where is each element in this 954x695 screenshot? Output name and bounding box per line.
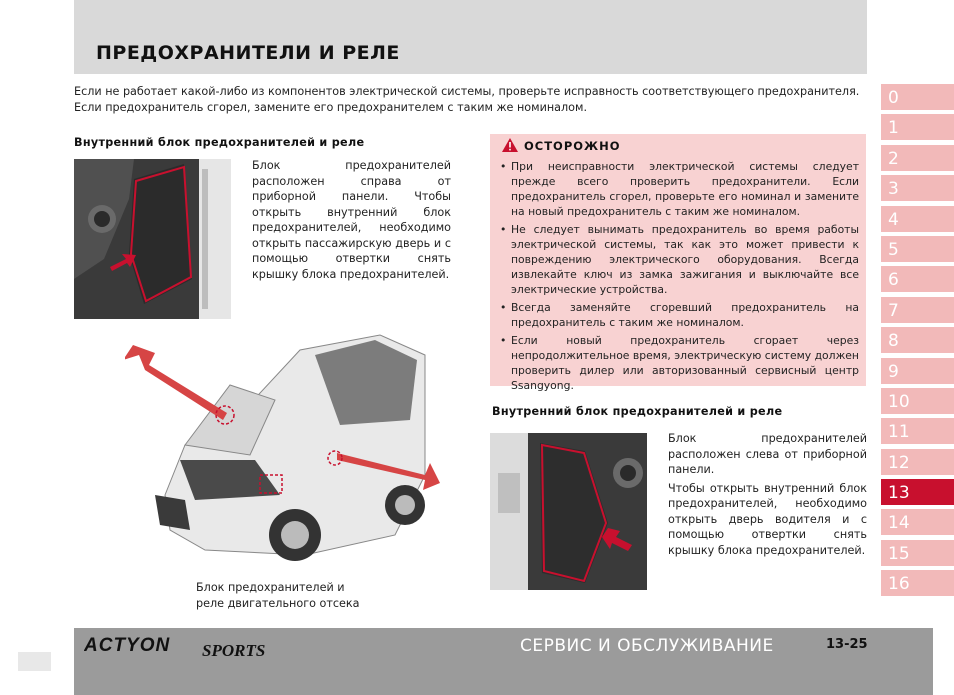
bullet-icon: • <box>500 334 507 347</box>
warning-item-4-text: Если новый предохранитель сгорает через непродолжительное время, электрическую систему должен проверить дилер или авторизованный сервисный центр Ssangyong. <box>511 334 859 392</box>
warning-item-3-text: Всегда заменяйте сгоревший предохранитель на предохранитель с таким же номиналом. <box>511 301 859 329</box>
actyon-sports-logo <box>84 634 299 662</box>
chapter-tab-9[interactable]: 9 <box>881 358 954 384</box>
warning-item-4 <box>500 333 859 393</box>
chapter-tabs <box>881 84 954 601</box>
chapter-tab-8[interactable]: 8 <box>881 327 954 353</box>
engine-fuse-caption <box>196 580 360 612</box>
engine-bay-illustration <box>125 325 440 575</box>
footer-section-title: СЕРВИС И ОБСЛУЖИВАНИЕ <box>520 636 774 656</box>
passenger-fuse-description: Блок предохранителей расположен справа от приборной панели. Чтобы открыть внутренний блок предохранителей, необходимо открыть пассажирскую дверь и с помощью отвертки снять крышку блока предохранителей. <box>252 159 451 281</box>
bullet-icon: • <box>500 223 507 236</box>
warning-item-3 <box>500 300 859 330</box>
chapter-tab-11[interactable]: 11 <box>881 418 954 444</box>
passenger-fuse-photo-image <box>74 159 231 319</box>
chapter-tab-4[interactable]: 4 <box>881 206 954 232</box>
intro-text <box>74 84 874 116</box>
driver-fuse-description-2: Чтобы открыть внутренний блок предохранителей, необходимо открыть дверь водителя и с помощью отвертки снять крышку блока предохранителей. <box>668 481 867 557</box>
chapter-tab-14[interactable]: 14 <box>881 509 954 535</box>
chapter-tab-2[interactable]: 2 <box>881 145 954 171</box>
passenger-fuse-photo <box>74 159 231 319</box>
warning-item-2 <box>500 222 859 297</box>
corner-mark <box>18 652 51 671</box>
logo-suffix: SPORTS <box>202 641 266 658</box>
page-title: ПРЕДОХРАНИТЕЛИ И РЕЛЕ <box>96 42 400 64</box>
chapter-tab-1[interactable]: 1 <box>881 114 954 140</box>
chapter-tab-15[interactable]: 15 <box>881 540 954 566</box>
warning-icon <box>501 137 519 157</box>
driver-fuse-description <box>668 431 867 558</box>
chapter-tab-6[interactable]: 6 <box>881 266 954 292</box>
chapter-tab-7[interactable]: 7 <box>881 297 954 323</box>
warning-title: ОСТОРОЖНО <box>524 139 621 153</box>
chapter-tab-13[interactable]: 13 <box>881 479 954 505</box>
chapter-tab-5[interactable]: 5 <box>881 236 954 262</box>
driver-fuse-photo <box>490 433 647 590</box>
chapter-tab-12[interactable]: 12 <box>881 449 954 475</box>
intro-line-1: Если не работает какой-либо из компонентов электрической системы, проверьте исправность соответствующего предохранителя. <box>74 85 860 98</box>
engine-fuse-caption-line-2: реле двигательного отсека <box>196 597 360 610</box>
chapter-tab-3[interactable]: 3 <box>881 175 954 201</box>
page-number: 13-25 <box>826 637 868 652</box>
driver-fuse-photo-image <box>490 433 647 590</box>
bullet-icon: • <box>500 160 507 173</box>
warning-item-1 <box>500 159 859 219</box>
engine-fuse-caption-line-1: Блок предохранителей и <box>196 581 345 594</box>
logo-text: ACTYON <box>84 635 171 656</box>
warning-item-2-text: Не следует вынимать предохранитель во время работы электрической системы, так как это может привести к повреждению электрического оборудования. Всегда извлекайте ключ из замка зажигания и выключайте все электрические устройства. <box>511 223 859 296</box>
driver-fuse-description-1: Блок предохранителей расположен слева от приборной панели. <box>668 432 867 476</box>
chapter-tab-16[interactable]: 16 <box>881 570 954 596</box>
warning-item-1-text: При неисправности электрической системы следует прежде всего проверить предохранители. Если предохранитель сгорел, проверьте его номинал и замените на новый предохранитель с таким же номиналом. <box>511 160 859 218</box>
intro-line-2: Если предохранитель сгорел, замените его предохранителем с таким же номиналом. <box>74 101 588 114</box>
driver-fuse-heading: Внутренний блок предохранителей и реле <box>492 405 783 418</box>
chapter-tab-0[interactable]: 0 <box>881 84 954 110</box>
chapter-tab-10[interactable]: 10 <box>881 388 954 414</box>
bullet-icon: • <box>500 301 507 314</box>
car-illustration <box>125 325 440 575</box>
passenger-fuse-heading: Внутренний блок предохранителей и реле <box>74 136 365 149</box>
